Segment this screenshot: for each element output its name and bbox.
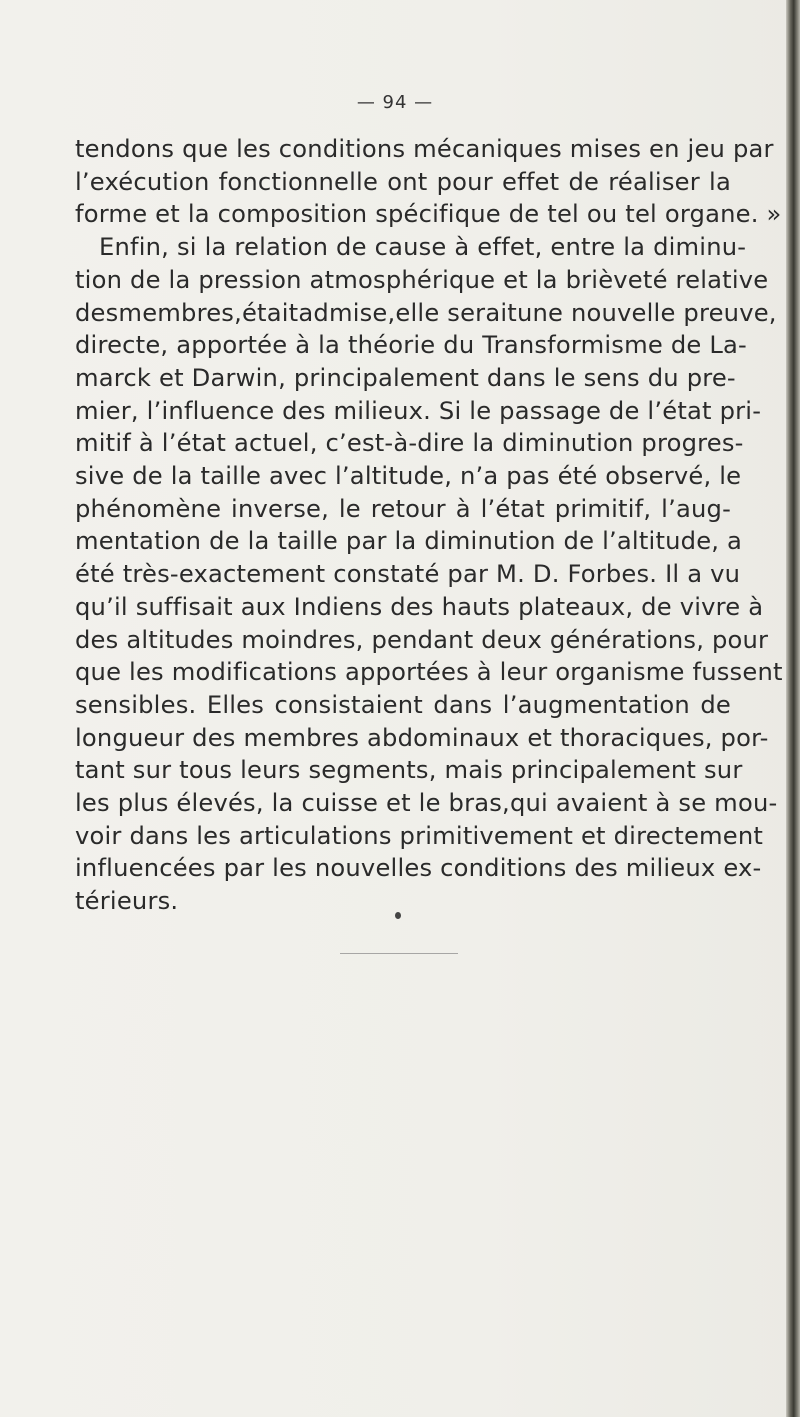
text-line: mitif à l’état actuel, c’est-à-dire la diminution progres- bbox=[75, 429, 744, 458]
text-line: phénomène inverse, le retour à l’état primitif, l’aug- bbox=[75, 494, 731, 523]
text-line: que les modifications apportées à leur organisme fussent bbox=[75, 658, 783, 687]
ink-dot bbox=[395, 912, 401, 919]
text-line: sive de la taille avec l’altitude, n’a pas été observé, le bbox=[75, 462, 742, 491]
text-line: directe, apportée à la théorie du Transformisme de La- bbox=[75, 331, 747, 360]
body-paragraph bbox=[75, 133, 783, 918]
text-line: térieurs. bbox=[75, 887, 179, 916]
text-line: desmembres,étaitadmise,elle seraitune nouvelle preuve, bbox=[75, 298, 777, 327]
text-line: marck et Darwin, principalement dans le sens du pre- bbox=[75, 363, 736, 392]
text-line: sensibles. Elles consistaient dans l’augmentation de bbox=[75, 690, 731, 719]
text-line: tant sur tous leurs segments, mais principalement sur bbox=[75, 756, 743, 785]
text-line: voir dans les articulations primitivement et directement bbox=[75, 821, 764, 850]
text-line: tendons que les conditions mécaniques mises en jeu par bbox=[75, 135, 774, 163]
text-line: l’exécution fonctionnelle ont pour effet de réaliser la bbox=[75, 167, 731, 196]
text-line: Enfin, si la relation de cause à effet, entre la diminu- bbox=[99, 233, 747, 262]
page-edge bbox=[786, 0, 800, 1417]
text-line: les plus élevés, la cuisse et le bras,qui avaient à se mou- bbox=[75, 789, 778, 818]
text-line: mentation de la taille par la diminution de l’altitude, a bbox=[75, 527, 743, 556]
text-line: des altitudes moindres, pendant deux générations, pour bbox=[75, 625, 769, 654]
text-line: tion de la pression atmosphérique et la brièveté relative bbox=[75, 265, 769, 294]
text-line: qu’il suffisait aux Indiens des hauts plateaux, de vivre à bbox=[75, 592, 764, 621]
text-line: été très-exactement constaté par M. D. Forbes. Il a vu bbox=[75, 560, 741, 589]
end-rule bbox=[340, 953, 458, 954]
text-line: influencées par les nouvelles conditions des milieux ex- bbox=[75, 854, 762, 883]
text-line: forme et la composition spécifique de tel ou tel organe. » bbox=[75, 200, 782, 229]
page-number: — 94 — bbox=[356, 92, 434, 113]
text-line: longueur des membres abdominaux et thoraciques, por- bbox=[75, 723, 769, 752]
text-line: mier, l’influence des milieux. Si le passage de l’état pri- bbox=[75, 396, 762, 425]
